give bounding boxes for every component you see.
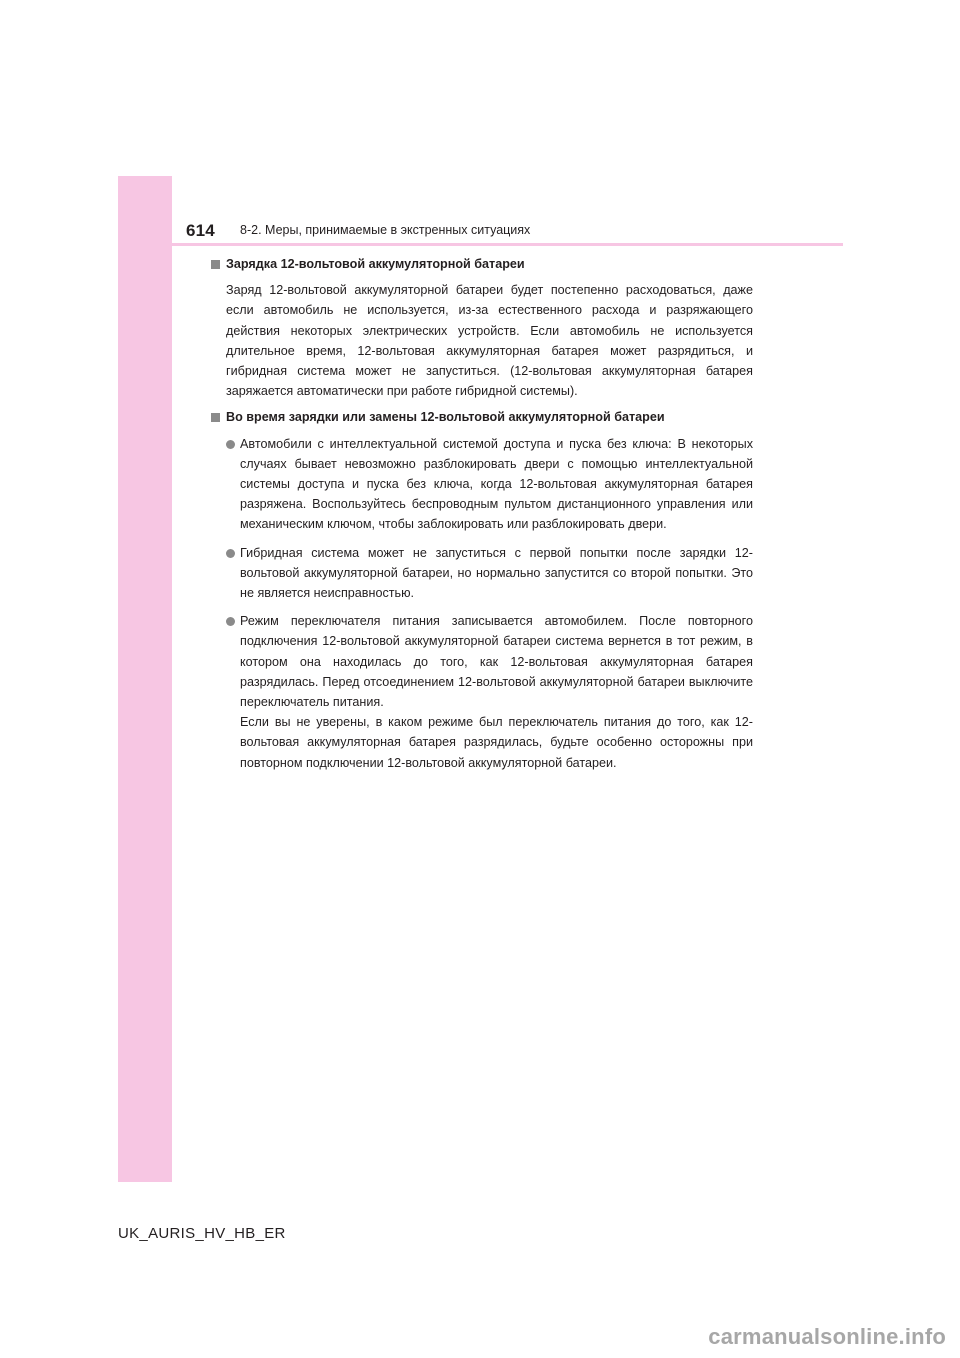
page-number: 614 — [186, 221, 215, 240]
document-code: UK_AURIS_HV_HB_ER — [118, 1225, 286, 1242]
section-title: 8-2. Меры, принимаемые в экстренных ситуациях — [240, 223, 531, 237]
square-bullet-icon — [211, 413, 220, 422]
section-heading-replacement — [210, 407, 753, 427]
circle-bullet-icon — [226, 549, 235, 558]
bullet-text-continued: Если вы не уверены, в каком режиме был переключатель питания до того, как 12-вольтовая аккумуляторная батарея разрядилась, будьте особенно осторожны при повторном подключении 12-вольтовой аккумуляторной батареи. — [240, 715, 753, 770]
bullet-text: Режим переключателя питания записывается автомобилем. После повторного подключения 12-вольтовой аккумуляторной батареи система вернется в тот режим, в котором она находилась до того, как 12-вольтовая аккумуляторная батарея разрядилась. Перед отсоединением 12-вольтовой аккумуляторной батареи выключите переключатель питания. — [240, 614, 753, 710]
header-rule — [172, 243, 843, 246]
circle-bullet-icon — [226, 617, 235, 626]
bullet-item-hybrid-start — [210, 543, 753, 604]
page-header — [186, 221, 846, 243]
site-watermark: carmanualsonline.info — [708, 1324, 946, 1349]
page-content — [210, 254, 753, 781]
bullet-item-power-switch-mode — [210, 611, 753, 773]
side-tab-band — [118, 176, 172, 1182]
charging-paragraph: Заряд 12-вольтовой аккумуляторной батареи будет постепенно расходоваться, даже если автомобиль не используется, из-за естественного расхода и разряжающего действия некоторых электрических устройств. Если автомобиль не используется длительное время, 12-вольтовая аккумуляторная батарея может разрядиться, и гибридная система может не запуститься. (12-вольтовая аккумуляторная батарея заряжается автоматически при работе гибридной системы). — [226, 283, 753, 399]
bullet-text: Автомобили с интеллектуальной системой доступа и пуска без ключа: В некоторых случаях бывает невозможно разблокировать двери с помощью интеллектуальной системы доступа и пуска без ключа, когда 12-вольтовая аккумуляторная батарея разряжена. Воспользуйтесь беспроводным пультом дистанционного управления или механическим ключом, чтобы заблокировать или разблокировать двери. — [240, 436, 753, 532]
square-bullet-icon — [211, 260, 220, 269]
bullet-item-keyless-access — [210, 434, 753, 535]
section-heading-charging — [210, 254, 753, 274]
bullet-text: Гибридная система может не запуститься с первой попытки после зарядки 12-вольтовой аккумуляторной батареи, но нормально запустится со второй попытки. Это не является неисправностью. — [240, 545, 753, 601]
circle-bullet-icon — [226, 440, 235, 449]
heading-text: Зарядка 12-вольтовой аккумуляторной батареи — [226, 257, 525, 271]
heading-text: Во время зарядки или замены 12-вольтовой аккумуляторной батареи — [226, 410, 665, 425]
